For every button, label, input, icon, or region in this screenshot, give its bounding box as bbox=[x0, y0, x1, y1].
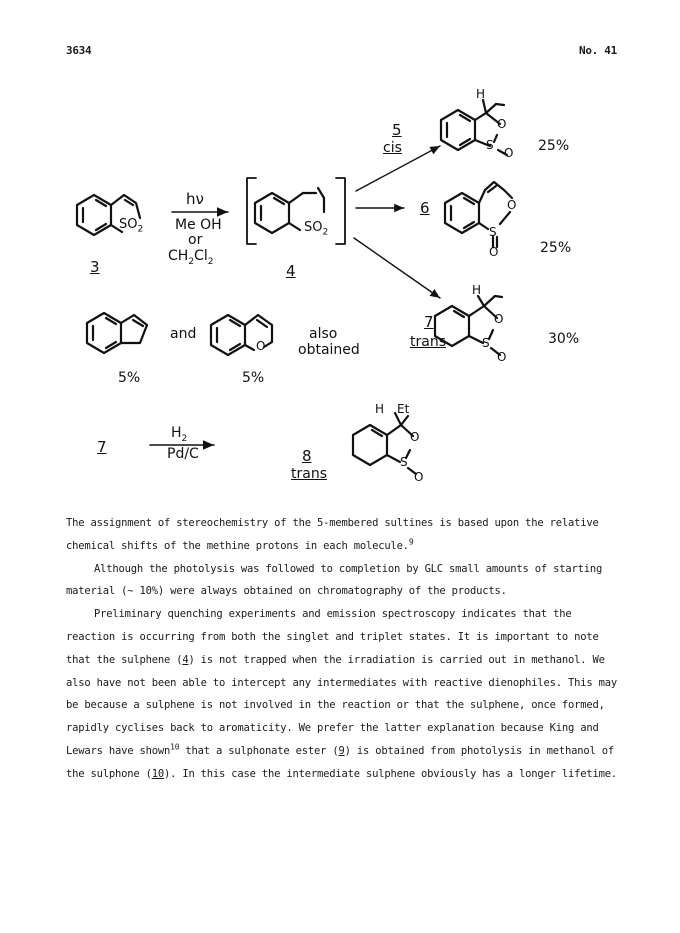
compound-7-label-eq2: 7 bbox=[97, 438, 107, 456]
compound-5-label: 5 bbox=[392, 121, 402, 139]
o-label-8: O bbox=[410, 430, 420, 444]
reagent-hv: hν bbox=[186, 190, 204, 208]
compound-7-label: 7 bbox=[424, 313, 434, 331]
issue-number: No. 41 bbox=[579, 44, 617, 57]
compound-8-label: 8 bbox=[302, 447, 312, 465]
compound-6-structure bbox=[445, 182, 512, 247]
h-label-8: H bbox=[375, 402, 385, 416]
s-label-6: S bbox=[489, 225, 497, 239]
o-label-6: O bbox=[507, 198, 517, 212]
o-label-5b: O bbox=[504, 146, 514, 160]
reference-10: 10 bbox=[170, 742, 180, 752]
compound-4-ref: 4 bbox=[182, 653, 189, 666]
reagent-catalyst: Pd/C bbox=[167, 446, 199, 462]
s-label-7: S bbox=[482, 336, 490, 350]
compound-7-descriptor: trans bbox=[410, 334, 446, 350]
yield-5: 25% bbox=[538, 138, 570, 154]
body-text bbox=[66, 512, 626, 786]
h-label-5: H bbox=[476, 87, 486, 101]
page-number: 3634 bbox=[66, 44, 92, 57]
so2-label-3: $SO_2$ bbox=[119, 217, 144, 235]
indene-yield: 5% bbox=[118, 370, 141, 386]
and-text: and bbox=[170, 326, 197, 342]
o-label-7: O bbox=[494, 312, 504, 326]
so2-label-4: $SO_2$ bbox=[304, 220, 329, 238]
arrow-to-7 bbox=[354, 238, 440, 298]
reference-9: 9 bbox=[408, 537, 414, 547]
obtained-text: obtained bbox=[298, 342, 360, 358]
o-label-6b: O bbox=[489, 245, 499, 259]
reagent-hydrogen: $H_2$ bbox=[171, 425, 188, 444]
o-label-chromene: O bbox=[256, 339, 266, 353]
compound-6-label: 6 bbox=[420, 199, 430, 217]
paragraph-2: Although the photolysis was followed to completion by GLC small amounts of starting material (~ 10%) were always obtained on chromatography of the products. bbox=[66, 562, 603, 598]
compound-9-ref: 9 bbox=[338, 744, 345, 757]
s-label-8: S bbox=[400, 455, 408, 469]
yield-6: 25% bbox=[540, 240, 572, 256]
indene-structure bbox=[87, 313, 147, 353]
paragraph-1: The assignment of stereochemistry of the 5-membered sultines is based upon the relative chemical shifts of the methine protons in each molecule.$^9$ bbox=[66, 517, 599, 552]
o-label-5: O bbox=[497, 117, 507, 131]
chromene-yield: 5% bbox=[242, 370, 265, 386]
compound-5-descriptor: cis bbox=[383, 140, 402, 156]
paragraph-3: Preliminary quenching experiments and emission spectroscopy indicates that the reaction is occurring from both the singlet and triplet states. It is important to note that the sulphene (4) is not trapped when the irradiation is carried out in methanol. We also have not been able to intercept any intermediates with reactive dienophiles. This may be because a sulphene is not involved in the reaction or that the sulphene, once formed, rapidly cyclises back to aromaticity. We prefer the latter explanation because King and Lewars have shown$^{10}$ that a sulphonate ester (9) is obtained from photolysis in methanol of the sulphone (10). In this case the intermediate sulphene obviously has a longer lifetime. bbox=[66, 608, 617, 780]
compound-4-label: 4 bbox=[286, 262, 296, 280]
reagent-methanol: Me OH bbox=[175, 217, 222, 233]
also-text: also bbox=[309, 326, 338, 342]
compound-3-label: 3 bbox=[90, 258, 100, 276]
et-label-8: Et bbox=[397, 402, 410, 416]
o-label-7b: O bbox=[497, 350, 507, 364]
h-label-7: H bbox=[472, 283, 482, 297]
reagent-dichloromethane: $CH_2Cl_2$ bbox=[168, 248, 214, 267]
yield-7: 30% bbox=[548, 331, 580, 347]
reagent-or: or bbox=[188, 232, 203, 248]
compound-10-ref: 10 bbox=[151, 767, 164, 780]
o-label-8b: O bbox=[414, 470, 424, 484]
compound-8-descriptor: trans bbox=[291, 466, 327, 482]
s-label-5: S bbox=[486, 138, 494, 152]
